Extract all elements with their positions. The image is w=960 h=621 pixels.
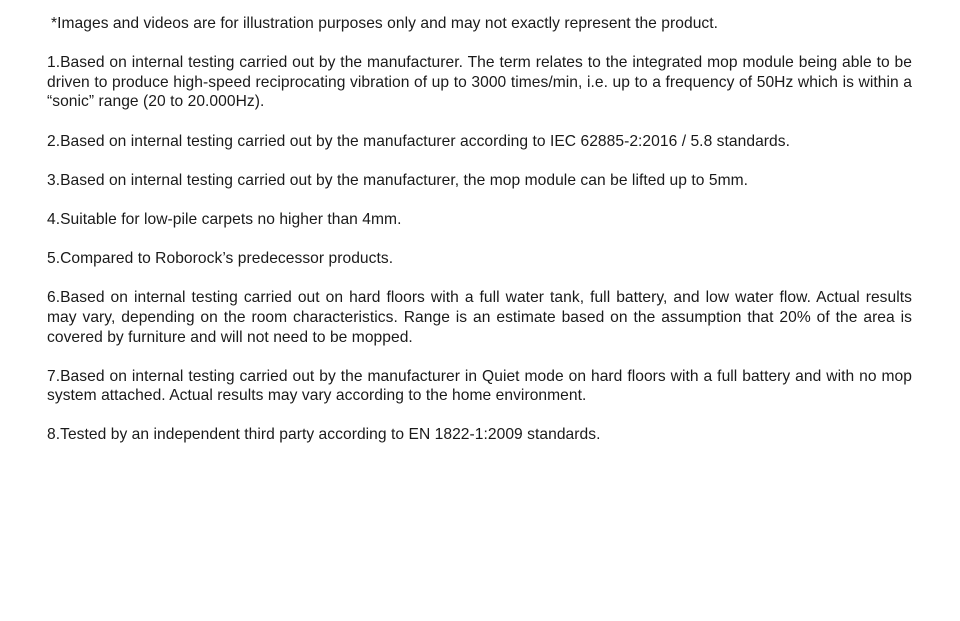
footnote-7: 7.Based on internal testing carried out by the manufacturer in Quiet mode on hard floors with a full battery and with no mop system attached. Actual results may vary according to the home environment. (47, 367, 912, 405)
footnote-1: 1.Based on internal testing carried out by the manufacturer. The term relates to the integrated mop module being able to be driven to produce high-speed reciprocating vibration of up to 3000 times/min, i.e. up to a frequency of 50Hz which is within a “sonic” range (20 to 20.000Hz). (47, 54, 912, 111)
footnote-6: 6.Based on internal testing carried out on hard floors with a full water tank, full battery, and low water flow. Actual results may vary, depending on the room characteristics. Range is an estimate based on the assumption that 20% of the area is covered by furniture and will not need to be mopped. (47, 289, 912, 346)
illustration-disclaimer: *Images and videos are for illustration purposes only and may not exactly represent the product. (51, 15, 719, 32)
footnote-5: 5.Compared to Roborock’s predecessor products. (47, 250, 394, 268)
footnote-3: 3.Based on internal testing carried out by the manufacturer, the mop module can be lifted up to 5mm. (47, 171, 749, 189)
footnote-4: 4.Suitable for low-pile carpets no higher than 4mm. (47, 210, 402, 228)
footnote-2: 2.Based on internal testing carried out by the manufacturer according to IEC 62885-2:2016 / 5.8 standards. (47, 132, 790, 150)
disclaimer-block (47, 14, 912, 445)
footnote-8: 8.Tested by an independent third party according to EN 1822-1:2009 standards. (47, 426, 601, 444)
